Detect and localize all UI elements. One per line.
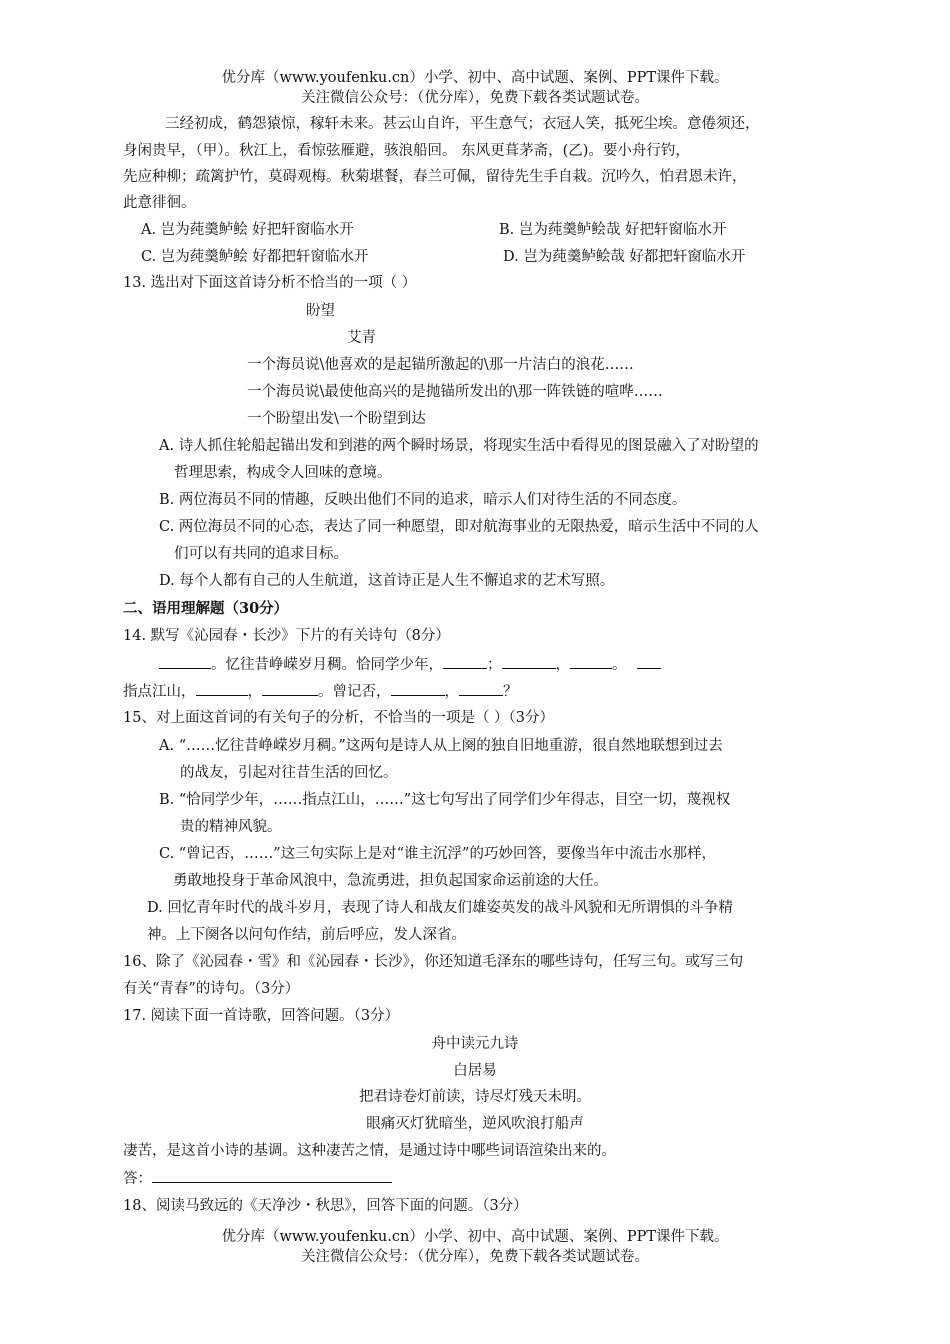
passage-line-3: 先应种柳；疏篱护竹，莫碍观梅。秋菊堪餐，春兰可佩，留待先生手自栽。沉吟久，怕君恩未许，: [123, 169, 747, 185]
passage-line-4: 此意徘徊。: [123, 195, 196, 211]
q15-option-d-line-2: 神。上下阕各以问句作结，前后呼应，发人深省。: [147, 927, 466, 943]
passage-line-2: 身闲贵早，（甲）。秋江上，看惊弦雁避，骇浪船回。 东风更葺茅斋，(乙)。要小舟行钓，: [123, 143, 690, 159]
q15-option-a-line-2: 的战友，引起对往昔生活的回忆。: [180, 765, 398, 781]
header-line-1: 优分库（www.youfenku.cn）小学、初中、高中试题、案例、PPT课件下载。: [221, 70, 729, 86]
q17-answer-line: [123, 1168, 392, 1189]
q15-option-a-line-1: A. “……忆往昔峥嵘岁月稠。”这两句是诗人从上阕的独自旧地重游，很自然地联想到过去: [159, 738, 723, 754]
q14-sep-1: ；: [487, 657, 502, 673]
q14-blank-4[interactable]: [570, 654, 612, 669]
q15-option-b-line-1: B. “恰同学少年，……指点江山，……”这七句写出了同学们少年得志，目空一切，蔑视权: [159, 792, 731, 808]
q12-option-a: A. 岂为莼羹鲈鲙 好把轩窗临水开: [141, 222, 354, 238]
q15-stem: 15、对上面这首词的有关句子的分析，不恰当的一项是（ ）（3分）: [123, 710, 555, 726]
q14-sep-2: ，: [555, 657, 570, 673]
q17-stem: 17. 阅读下面一首诗歌，回答问题。（3分）: [123, 1008, 400, 1024]
q17-poem-title: 舟中读元九诗: [431, 1036, 519, 1052]
q13-option-c-line-1: C. 两位海员不同的心态，表达了同一种愿望，即对航海事业的无限热爱，暗示生活中不同的人: [159, 519, 759, 535]
q17-answer-label: 答：: [123, 1171, 152, 1187]
q17-poem-line-2: 眼痛灭灯犹暗坐，逆风吹浪打船声: [366, 1116, 584, 1132]
q14-fill-line-1: [159, 654, 661, 675]
q14-blank-7[interactable]: [262, 681, 318, 696]
q13-option-a-line-2: 哲理思索，构成令人回味的意境。: [174, 465, 392, 481]
q15-option-c-line-1: C. “曾记否，……”这三句实际上是对“谁主沉浮”的巧妙回答，要像当年中流击水那样，: [159, 846, 716, 862]
q14-sep-4: ，: [247, 684, 262, 700]
q12-option-c: C. 岂为莼羹鲈鲙 好都把轩窗临水开: [141, 249, 369, 265]
q15-option-d-line-1: D. 回忆青年时代的战斗岁月，表现了诗人和战友们雄姿英发的战斗风貌和无所谓惧的斗争精: [147, 900, 733, 916]
passage-line-1: 三经初成，鹤怨猿惊，稼轩未来。甚云山自许，平生意气；衣冠人笑，抵死尘埃。意倦须还，: [165, 116, 760, 132]
q16-line-1: 16、除了《沁园春・雪》和《沁园春・长沙》，你还知道毛泽东的哪些诗句，任写三句。或写三句: [123, 954, 744, 970]
q17-question: 凄苦，是这首小诗的基调。这种凄苦之情，是通过诗中哪些词语渲染出来的。: [123, 1143, 616, 1159]
q14-text-1: 。忆往昔峥嵘岁月稠。恰同学少年，: [211, 657, 443, 673]
q13-option-d: D. 每个人都有自己的人生航道，这首诗正是人生不懈追求的艺术写照。: [159, 573, 615, 589]
q17-poem-author: 白居易: [453, 1063, 497, 1079]
q13-poem-line-3: 一个盼望出发\一个盼望到达: [247, 411, 426, 427]
q14-sep-5: ，: [444, 684, 459, 700]
footer-line-2: 关注微信公众号：（优分库），免费下载各类试题试卷。: [301, 1249, 649, 1265]
q14-blank-8[interactable]: [391, 681, 445, 696]
q13-poem-author: 艾青: [347, 330, 376, 346]
q13-poem-line-2: 一个海员说\最使他高兴的是抛锚所发出的\那一阵铁链的喧哗……: [247, 384, 663, 400]
q13-option-c-line-2: 们可以有共同的追求目标。: [174, 546, 348, 562]
q14-text-2: 指点江山，: [123, 684, 196, 700]
q14-blank-9[interactable]: [459, 681, 503, 696]
q17-poem-line-1: 把君诗卷灯前读，诗尽灯残天未明。: [359, 1089, 591, 1105]
q14-blank-3[interactable]: [502, 654, 556, 669]
q12-option-b: B. 岂为莼羹鲈鲙哉 好把轩窗临水开: [499, 222, 727, 238]
q14-blank-2[interactable]: [443, 654, 487, 669]
q14-text-3: 。曾记否，: [318, 684, 391, 700]
q14-blank-5[interactable]: [637, 654, 661, 669]
q16-line-2: 有关“青春”的诗句。（3分）: [123, 981, 300, 997]
q17-answer-blank[interactable]: [152, 1168, 392, 1183]
section-2-title: 二、语用理解题（30分）: [123, 600, 289, 617]
q13-stem: 13. 选出对下面这首诗分析不恰当的一项（ ）: [123, 275, 417, 291]
footer-line-1: 优分库（www.youfenku.cn）小学、初中、高中试题、案例、PPT课件下载。: [221, 1229, 729, 1245]
q15-option-b-line-2: 贵的精神风貌。: [180, 819, 282, 835]
q13-poem-title: 盼望: [306, 303, 335, 319]
q14-blank-1[interactable]: [159, 654, 211, 669]
q15-option-c-line-2: 勇敢地投身于革命风浪中，急流勇进，担负起国家命运前途的大任。: [173, 873, 608, 889]
q14-text-4: ？: [503, 684, 518, 700]
q14-blank-6[interactable]: [196, 681, 248, 696]
q13-option-a-line-1: A. 诗人抓住轮船起锚出发和到港的两个瞬时场景，将现实生活中看得见的图景融入了对盼望的: [159, 438, 759, 454]
q14-sep-3: 。: [612, 657, 627, 673]
q12-option-d: D. 岂为莼羹鲈鲙哉 好都把轩窗临水开: [503, 249, 746, 265]
q14-fill-line-2: [123, 681, 518, 702]
q18-stem: 18、阅读马致远的《天净沙・秋思》，回答下面的问题。（3分）: [123, 1198, 528, 1214]
q14-stem: 14. 默写《沁园春・长沙》下片的有关诗句（8分）: [123, 628, 450, 644]
q13-option-b: B. 两位海员不同的情趣，反映出他们不同的追求，暗示人们对待生活的不同态度。: [159, 492, 687, 508]
q13-poem-line-1: 一个海员说\他喜欢的是起锚所激起的\那一片洁白的浪花……: [247, 357, 634, 373]
header-line-2: 关注微信公众号：（优分库），免费下载各类试题试卷。: [301, 90, 649, 106]
